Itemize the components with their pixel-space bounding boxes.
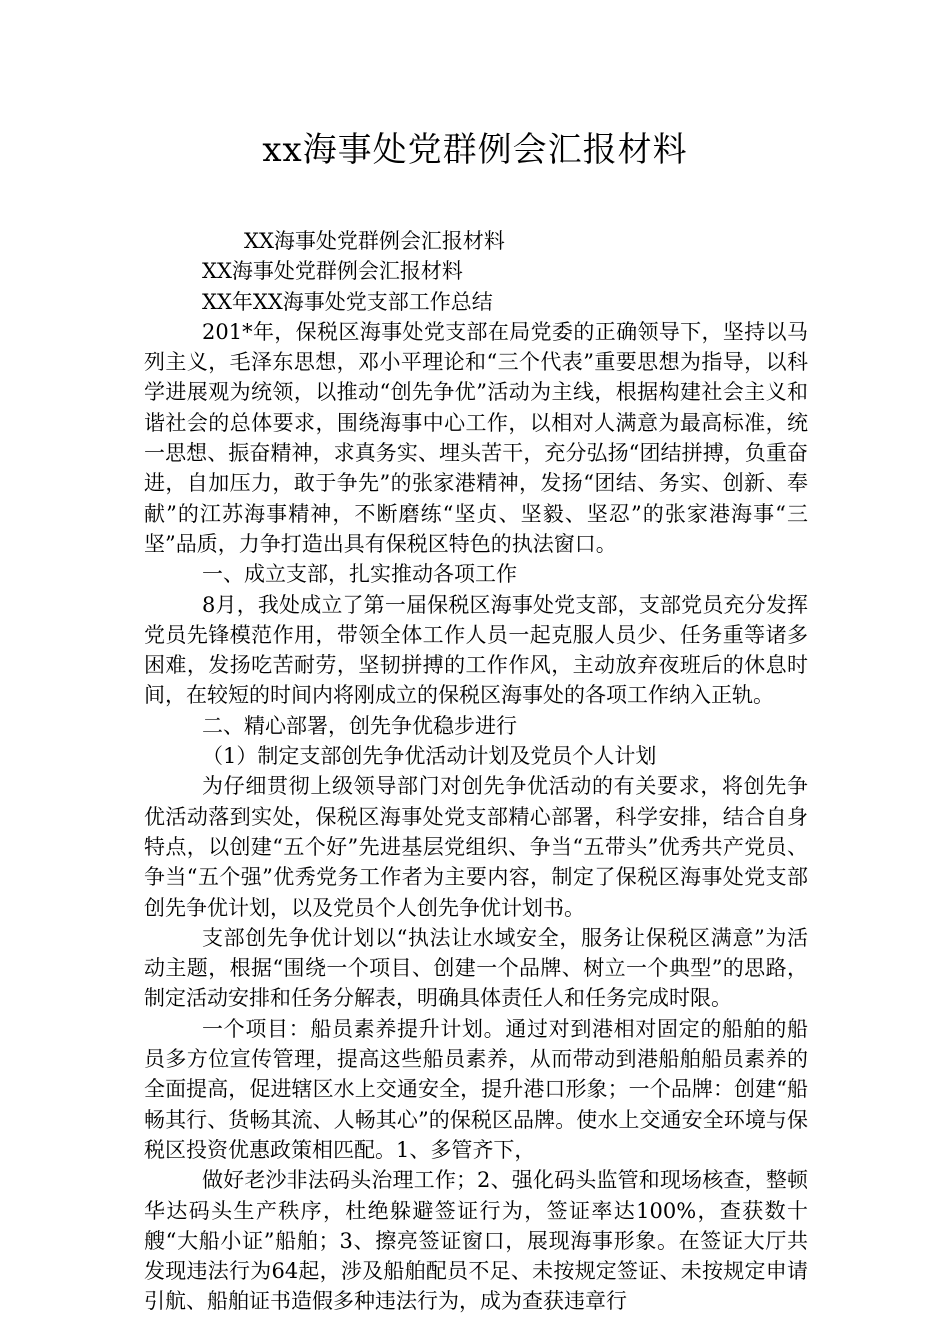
paragraph: 一、成立支部，扎实推动各项工作 bbox=[202, 562, 517, 587]
document-title: xx海事处党群例会汇报材料 bbox=[262, 130, 688, 170]
paragraph: （1）制定支部创先争优活动计划及党员个人计划 bbox=[202, 744, 657, 769]
paragraph: 二、精心部署，创先争优稳步进行 bbox=[202, 713, 517, 738]
paragraph: XX年XX海事处党支部工作总结 bbox=[202, 289, 493, 314]
document-body bbox=[144, 226, 808, 1317]
paragraph: XX海事处党群例会汇报材料 bbox=[244, 229, 505, 253]
paragraph: 8月，我处成立了第一届保税区海事处党支部，支部党员充分发挥党员先锋模范作用，带领全体工作人员一起克服人员少、任务重等诸多困难，发扬吃苦耐劳，坚韧拼搏的工作作风，主动放弃夜班后的休息时间，在较短的时间内将刚成立的保税区海事处的各项工作纳入正轨。 bbox=[144, 592, 808, 708]
paragraph: 为仔细贯彻上级领导部门对创先争优活动的有关要求，将创先争优活动落到实处，保税区海事处党支部精心部署，科学安排，结合自身特点，以创建“五个好”先进基层党组织、争当“五带头”优秀共产党员、争当“五个强”优秀党务工作者为主要内容，制定了保税区海事处党支部创先争优计划，以及党员个人创先争优计划书。 bbox=[144, 774, 808, 920]
paragraph: 一个项目：船员素养提升计划。通过对到港相对固定的船舶的船员多方位宣传管理，提高这些船员素养，从而带动到港船舶船员素养的全面提高，促进辖区水上交通安全，提升港口形象；一个品牌：创建“船畅其行、货畅其流、人畅其心”的保税区品牌。使水上交通安全环境与保税区投资优惠政策相匹配。1、多管齐下， bbox=[144, 1016, 808, 1162]
paragraph: 201*年，保税区海事处党支部在局党委的正确领导下，坚持以马列主义，毛泽东思想，邓小平理论和“三个代表”重要思想为指导，以科学进展观为统领，以推动“创先争优”活动为主线，根据构建社会主义和谐社会的总体要求，围绕海事中心工作，以相对人满意为最高标准，统一思想、振奋精神，求真务实、埋头苦干，充分弘扬“团结拼搏，负重奋进，自加压力，敢于争先”的张家港精神，发扬“团结、务实、创新、奉献”的江苏海事精神，不断磨练“坚贞、坚毅、坚忍”的张家港海事“三坚”品质，力争打造出具有保税区特色的执法窗口。 bbox=[144, 319, 808, 556]
paragraph: 支部创先争优计划以“执法让水域安全，服务让保税区满意”为活动主题，根据“围绕一个项目、创建一个品牌、树立一个典型”的思路，制定活动安排和任务分解表，明确具体责任人和任务完成时限。 bbox=[144, 925, 808, 1011]
paragraph: 做好老沙非法码头治理工作；2、强化码头监管和现场核查，整顿华达码头生产秩序，杜绝躲避签证行为，签证率达100%，查获数十艘“大船小证”船舶；3、擦亮签证窗口，展现海事形象。在签证大厅共发现违法行为64起，涉及船舶配员不足、未按规定签证、未按规定申请引航、船舶证书造假多种违法行为，成为查获违章行 bbox=[144, 1168, 808, 1314]
paragraph: XX海事处党群例会汇报材料 bbox=[202, 259, 463, 284]
